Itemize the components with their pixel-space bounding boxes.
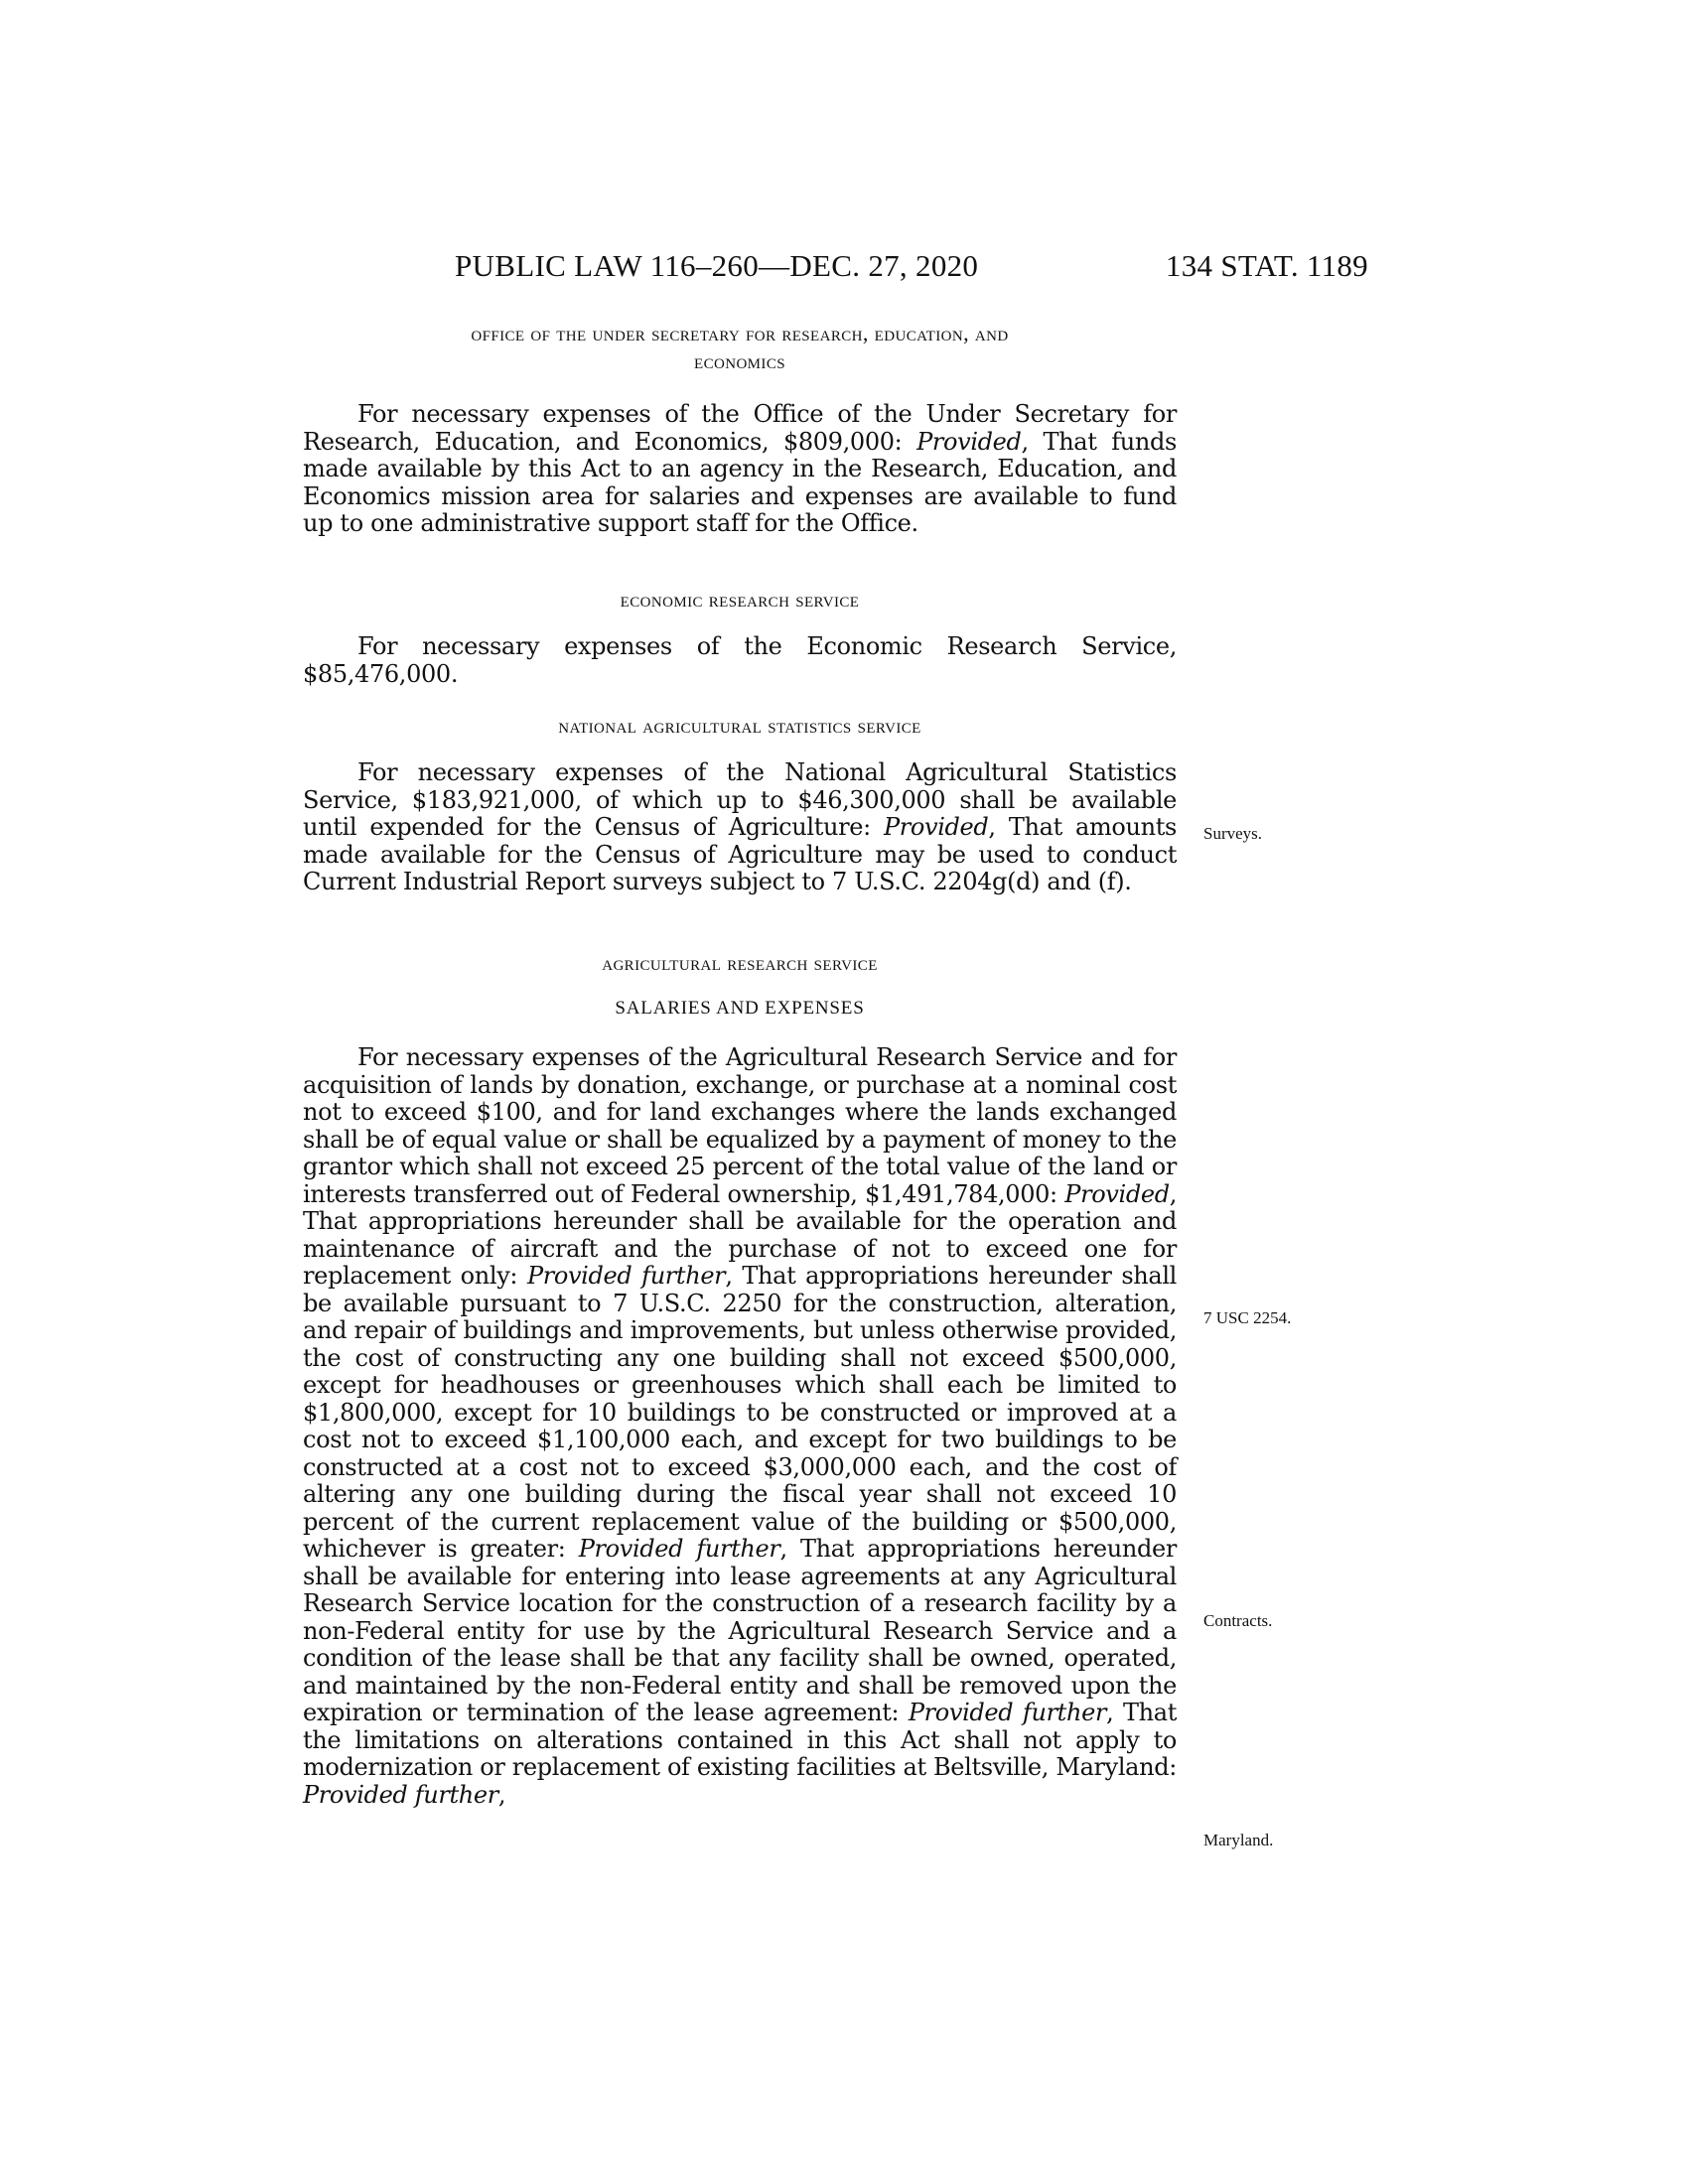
section-heading-ars: agricultural research service: [602, 950, 878, 975]
statute-page-number: 134 STAT. 1189: [1165, 248, 1368, 283]
section-under-secretary: [303, 320, 1177, 538]
margin-note-maryland: Maryland.: [1203, 1831, 1274, 1849]
section-nass: [303, 712, 1177, 896]
paragraph-ars: For necessary expenses of the Agricultural Research Service and for acquisition of lands by donation, exchange, or purchase at a nominal cost not to exceed $100, and for land exchanges where the lands exchanged shall be of equal value or shall be equalized by a payment of money to the grantor which shall not exceed 25 percent of the total value of the land or interests transferred out of Federal ownership, $1,491,784,000: Provided, That appropriations hereunder shall be available for the operation and maintenance of aircraft and the purchase of not to exceed one for replacement only: Provided further, That appropriations hereunder shall be available pursuant to 7 U.S.C. 2250 for the construction, alteration, and repair of buildings and improvements, but unless otherwise provided, the cost of constructing any one building shall not exceed $500,000, except for headhouses or greenhouses which shall each be limited to $1,800,000, except for 10 buildings to be constructed or improved at a cost not to exceed $1,100,000 each, and except for two buildings to be constructed at a cost not to exceed $3,000,000 each, and the cost of altering any one building during the fiscal year shall not exceed 10 percent of the current replacement value of the building or $500,000, whichever is greater: Provided further, That appropriations hereunder shall be available for entering into lease agreements at any Agricultural Research Service location for the construction of a research facility by a non-Federal entity for use by the Agricultural Research Service and a condition of the lease shall be that any facility shall be owned, operated, and maintained by the non-Federal entity and shall be removed upon the expiration or termination of the lease agreement: Provided further, That the limitations on alterations contained in this Act shall not apply to modernization or replacement of existing facilities at Beltsville, Maryland: Provided further,: [303, 1043, 1178, 1809]
section-ars: [303, 949, 1177, 1809]
margin-note-surveys: Surveys.: [1203, 824, 1263, 843]
running-head: [455, 248, 1368, 288]
section-heading-ers: economic research service: [620, 587, 860, 612]
public-law-citation: PUBLIC LAW 116–260—DEC. 27, 2020: [455, 248, 979, 283]
paragraph-ers: For necessary expenses of the Economic Research Service, $85,476,000.: [303, 632, 1177, 688]
heading-line: economics: [694, 348, 785, 373]
margin-note-contracts: Contracts.: [1203, 1611, 1273, 1630]
section-ers: [303, 586, 1177, 688]
paragraph-under-secretary: For necessary expenses of the Office of the Under Secretary for Research, Education, and Economics, $809,000: Provided, That funds made available by this Act to an agency in the Research, Education, and Economics mission area for salaries and expenses are available to fund up to one administrative support staff for the Office.: [303, 400, 1177, 537]
section-heading-nass: national agricultural statistics service: [558, 713, 921, 738]
heading-line: office of the under secretary for research, education, and: [471, 321, 1009, 345]
subheading-salaries: SALARIES AND EXPENSES: [615, 998, 865, 1019]
margin-note-usc: 7 USC 2254.: [1203, 1308, 1292, 1327]
section-heading-under-secretary: [303, 320, 1177, 375]
paragraph-nass: For necessary expenses of the National Agricultural Statistics Service, $183,921,000, of which up to $46,300,000 shall be available until expended for the Census of Agriculture: Provided, That amounts made available for the Census of Agriculture may be used to conduct Current Industrial Report surveys subject to 7 U.S.C. 2204g(d) and (f).: [303, 758, 1177, 895]
